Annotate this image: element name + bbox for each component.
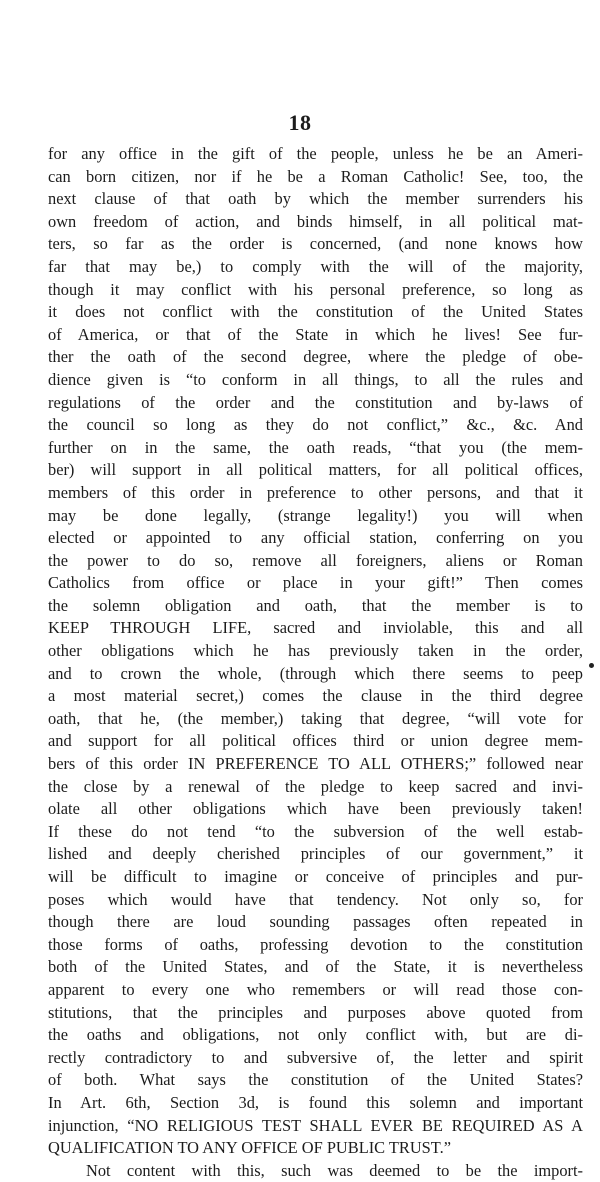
- text-line: the solemn obligation and oath, that the member is to: [48, 595, 583, 615]
- text-line: and to crown the whole, (through which there seems to peep: [48, 663, 583, 683]
- page-number: 18: [288, 110, 312, 135]
- text-line: members of this order in preference to other persons, and that it: [48, 482, 583, 502]
- text-line: further on in the same, the oath reads, “that you (the mem-: [48, 437, 583, 457]
- text-line: and support for all political offices third or union degree mem-: [48, 731, 583, 751]
- text-line: other obligations which he has previously taken in the order,: [48, 641, 583, 661]
- text-line: may be done legally, (strange legality!) you will when: [48, 505, 583, 525]
- text-line: olate all other obligations which have been previously taken!: [48, 799, 583, 819]
- text-line: regulations of the order and the constitution and by-laws of: [48, 392, 583, 412]
- text-line: poses which would have that tendency. Not only so, for: [48, 889, 583, 909]
- text-line: the close by a renewal of the pledge to keep sacred and invi-: [48, 776, 583, 796]
- text-line: will be difficult to imagine or conceive of principles and pur-: [48, 867, 583, 886]
- text-line: injunction, “NO RELIGIOUS TEST SHALL EVER BE REQUIRED AS A: [48, 1115, 583, 1135]
- text-line: Not content with this, such was deemed to be the import-: [86, 1160, 583, 1180]
- text-line: of both. What says the constitution of the United States?: [48, 1070, 583, 1090]
- text-line: though there are loud sounding passages often repeated in: [48, 912, 583, 932]
- text-line: own freedom of action, and binds himself, in all political mat-: [48, 211, 583, 231]
- text-line: though it may conflict with his personal preference, so long as: [48, 279, 583, 299]
- text-line: lished and deeply cherished principles of our government,” it: [48, 844, 583, 864]
- body-text: [48, 143, 583, 1182]
- text-line: ther the oath of the second degree, where the pledge of obe-: [48, 347, 583, 367]
- text-line: apparent to every one who remembers or will read those con-: [48, 979, 583, 999]
- text-line: In Art. 6th, Section 3d, is found this solemn and important: [48, 1092, 583, 1112]
- text-line: next clause of that oath by which the member surrenders his: [48, 189, 583, 209]
- text-line: KEEP THROUGH LIFE, sacred and inviolable, this and all: [48, 618, 583, 638]
- text-line: a most material secret,) comes the clause in the third degree: [48, 686, 583, 706]
- text-line: the council so long as they do not conflict,” &c., &c. And: [48, 415, 583, 435]
- text-line: ters, so far as the order is concerned, (and none knows how: [48, 234, 583, 254]
- text-line: both of the United States, and of the State, it is nevertheless: [48, 957, 583, 977]
- text-line: Catholics from office or place in your gift!” Then comes: [48, 573, 583, 593]
- text-line: it does not conflict with the constitution of the United States: [48, 302, 583, 322]
- text-line: QUALIFICATION TO ANY OFFICE OF PUBLIC TRUST.”: [48, 1138, 451, 1158]
- text-line: oath, that he, (the member,) taking that degree, “will vote for: [48, 708, 583, 728]
- text-line: stitutions, that the principles and purposes above quoted from: [48, 1002, 583, 1022]
- text-line: the power to do so, remove all foreigners, aliens or Roman: [48, 550, 583, 570]
- text-line: dience given is “to conform in all things, to all the rules and: [48, 369, 583, 389]
- text-line: If these do not tend “to the subversion of the well estab-: [48, 821, 583, 841]
- text-line: elected or appointed to any official station, conferring on you: [48, 528, 583, 548]
- text-line: bers of this order IN PREFERENCE TO ALL OTHERS;” followed near: [48, 754, 583, 774]
- text-line: far that may be,) to comply with the will of the majority,: [48, 256, 583, 276]
- text-line: rectly contradictory to and subversive of, the letter and spirit: [48, 1047, 583, 1067]
- text-line: can born citizen, nor if he be a Roman Catholic! See, too, the: [48, 166, 583, 186]
- text-line: for any office in the gift of the people, unless he be an Ameri-: [48, 144, 583, 163]
- ink-dot: [589, 663, 594, 668]
- text-line: those forms of oaths, professing devotion to the constitution: [48, 934, 583, 954]
- text-line: the oaths and obligations, not only conflict with, but are di-: [48, 1025, 583, 1045]
- text-line: ber) will support in all political matters, for all political offices,: [48, 460, 583, 480]
- text-line: of America, or that of the State in which he lives! See fur-: [48, 324, 583, 344]
